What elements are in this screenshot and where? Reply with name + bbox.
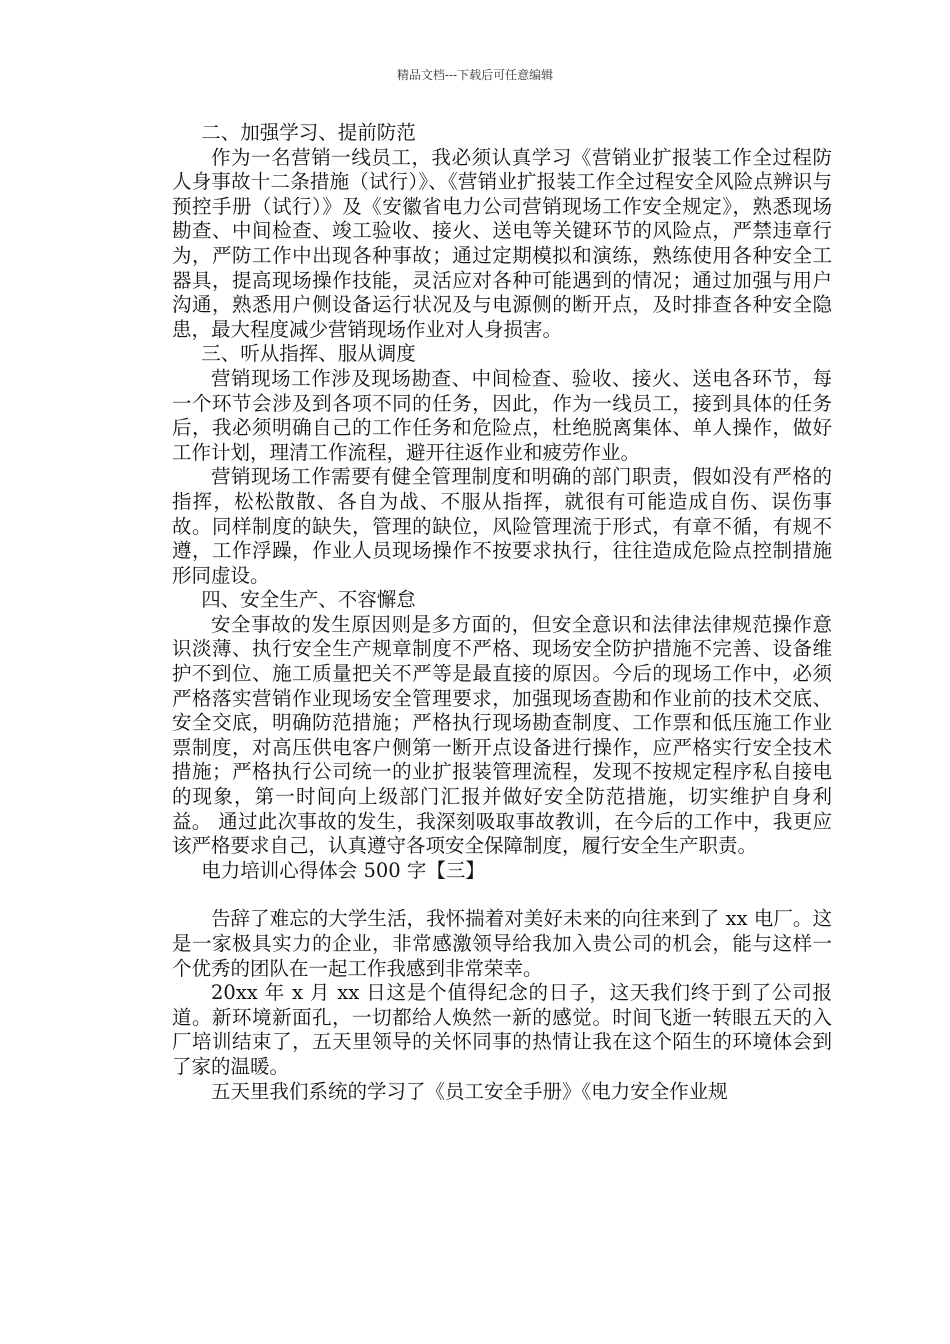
paragraph: 安全事故的发生原因则是多方面的，但安全意识和法律法律规范操作意识淡薄、执行安全生产规章制度不严格、现场安全防护措施不完善、设备维护不到位、施工质量把关不严等是最直接的原因。今后的现场工作中，必须严格落实营销作业现场安全管理要求，加强现场查勘和作业前的技术交底、安全交底，明确防范措施；严格执行现场勘查制度、工作票和低压施工作业票制度，对高压供电客户侧第一断开点设备进行操作，应严格实行安全技术措施；严格执行公司统一的业扩报装管理流程，发现不按规定程序私自接电的现象，第一时间向上级部门汇报并做好安全防范措施，切实维护自身利益。 通过此次事故的发生，我深刻吸取事故教训，在今后的工作中，我更应该严格要求自己，认真遵守各项安全保障制度，履行安全生产职责。	[172, 612, 832, 858]
paragraph: 营销现场工作需要有健全管理制度和明确的部门职责，假如没有严格的指挥，松松散散、各自为战、不服从指挥，就很有可能造成自伤、误伤事故。同样制度的缺失，管理的缺位，风险管理流于形式，有章不循，有规不遵，工作浮躁，作业人员现场操作不按要求执行，往往造成危险点控制措施形同虚设。	[172, 465, 832, 587]
paragraph: 20xx 年 x 月 xx 日这是个值得纪念的日子，这天我们终于到了公司报道。新环境新面孔，一切都给人焕然一新的感觉。时间飞逝一转眼五天的入厂培训结束了，五天里领导的关怀同事的热情让我在这个陌生的环境体会到了家的温暖。	[172, 981, 832, 1078]
section-heading: 三、听从指挥、服从调度	[201, 342, 416, 366]
paragraph: 告辞了难忘的大学生活，我怀揣着对美好未来的向往来到了 xx 电厂。这是一家极具实力的企业，非常感激领导给我加入贵公司的机会，能与这样一个优秀的团队在一起工作我感到非常荣幸。	[172, 907, 832, 980]
paragraph: 作为一名营销一线员工，我必须认真学习《营销业扩报装工作全过程防人身事故十二条措施（试行）》、《营销业扩报装工作全过程安全风险点辨识与预控手册（试行）》及《安徽省电力公司营销现场工作安全规定》，熟悉现场勘查、中间检查、竣工验收、接火、送电等关键环节的风险点，严禁违章行为，严防工作中出现各种事故；通过定期模拟和演练，熟练使用各种安全工器具，提高现场操作技能，灵活应对各种可能遇到的情况；通过加强与用户沟通，熟悉用户侧设备运行状况及与电源侧的断开点，及时排查各种安全隐患，最大程度减少营销现场作业对人身损害。	[172, 145, 832, 341]
paragraph: 五天里我们系统的学习了《员工安全手册》《电力安全作业规	[211, 1079, 728, 1103]
section-heading: 电力培训心得体会 500 字【三】	[201, 858, 485, 882]
blank-line	[172, 883, 832, 907]
document-body	[172, 121, 832, 1104]
paragraph: 营销现场工作涉及现场勘查、中间检查、验收、接火、送电各环节，每一个环节会涉及到各项不同的任务，因此，作为一线员工，接到具体的任务后，我必须明确自己的工作任务和危险点，杜绝脱离集体、单人操作，做好工作计划，理清工作流程，避开往返作业和疲劳作业。	[172, 366, 832, 464]
section-heading: 二、加强学习、提前防范	[201, 121, 416, 144]
section-heading: 四、安全生产、不容懈怠	[201, 588, 416, 612]
page-header: 精品文档---下载后可任意编辑	[396, 68, 554, 82]
